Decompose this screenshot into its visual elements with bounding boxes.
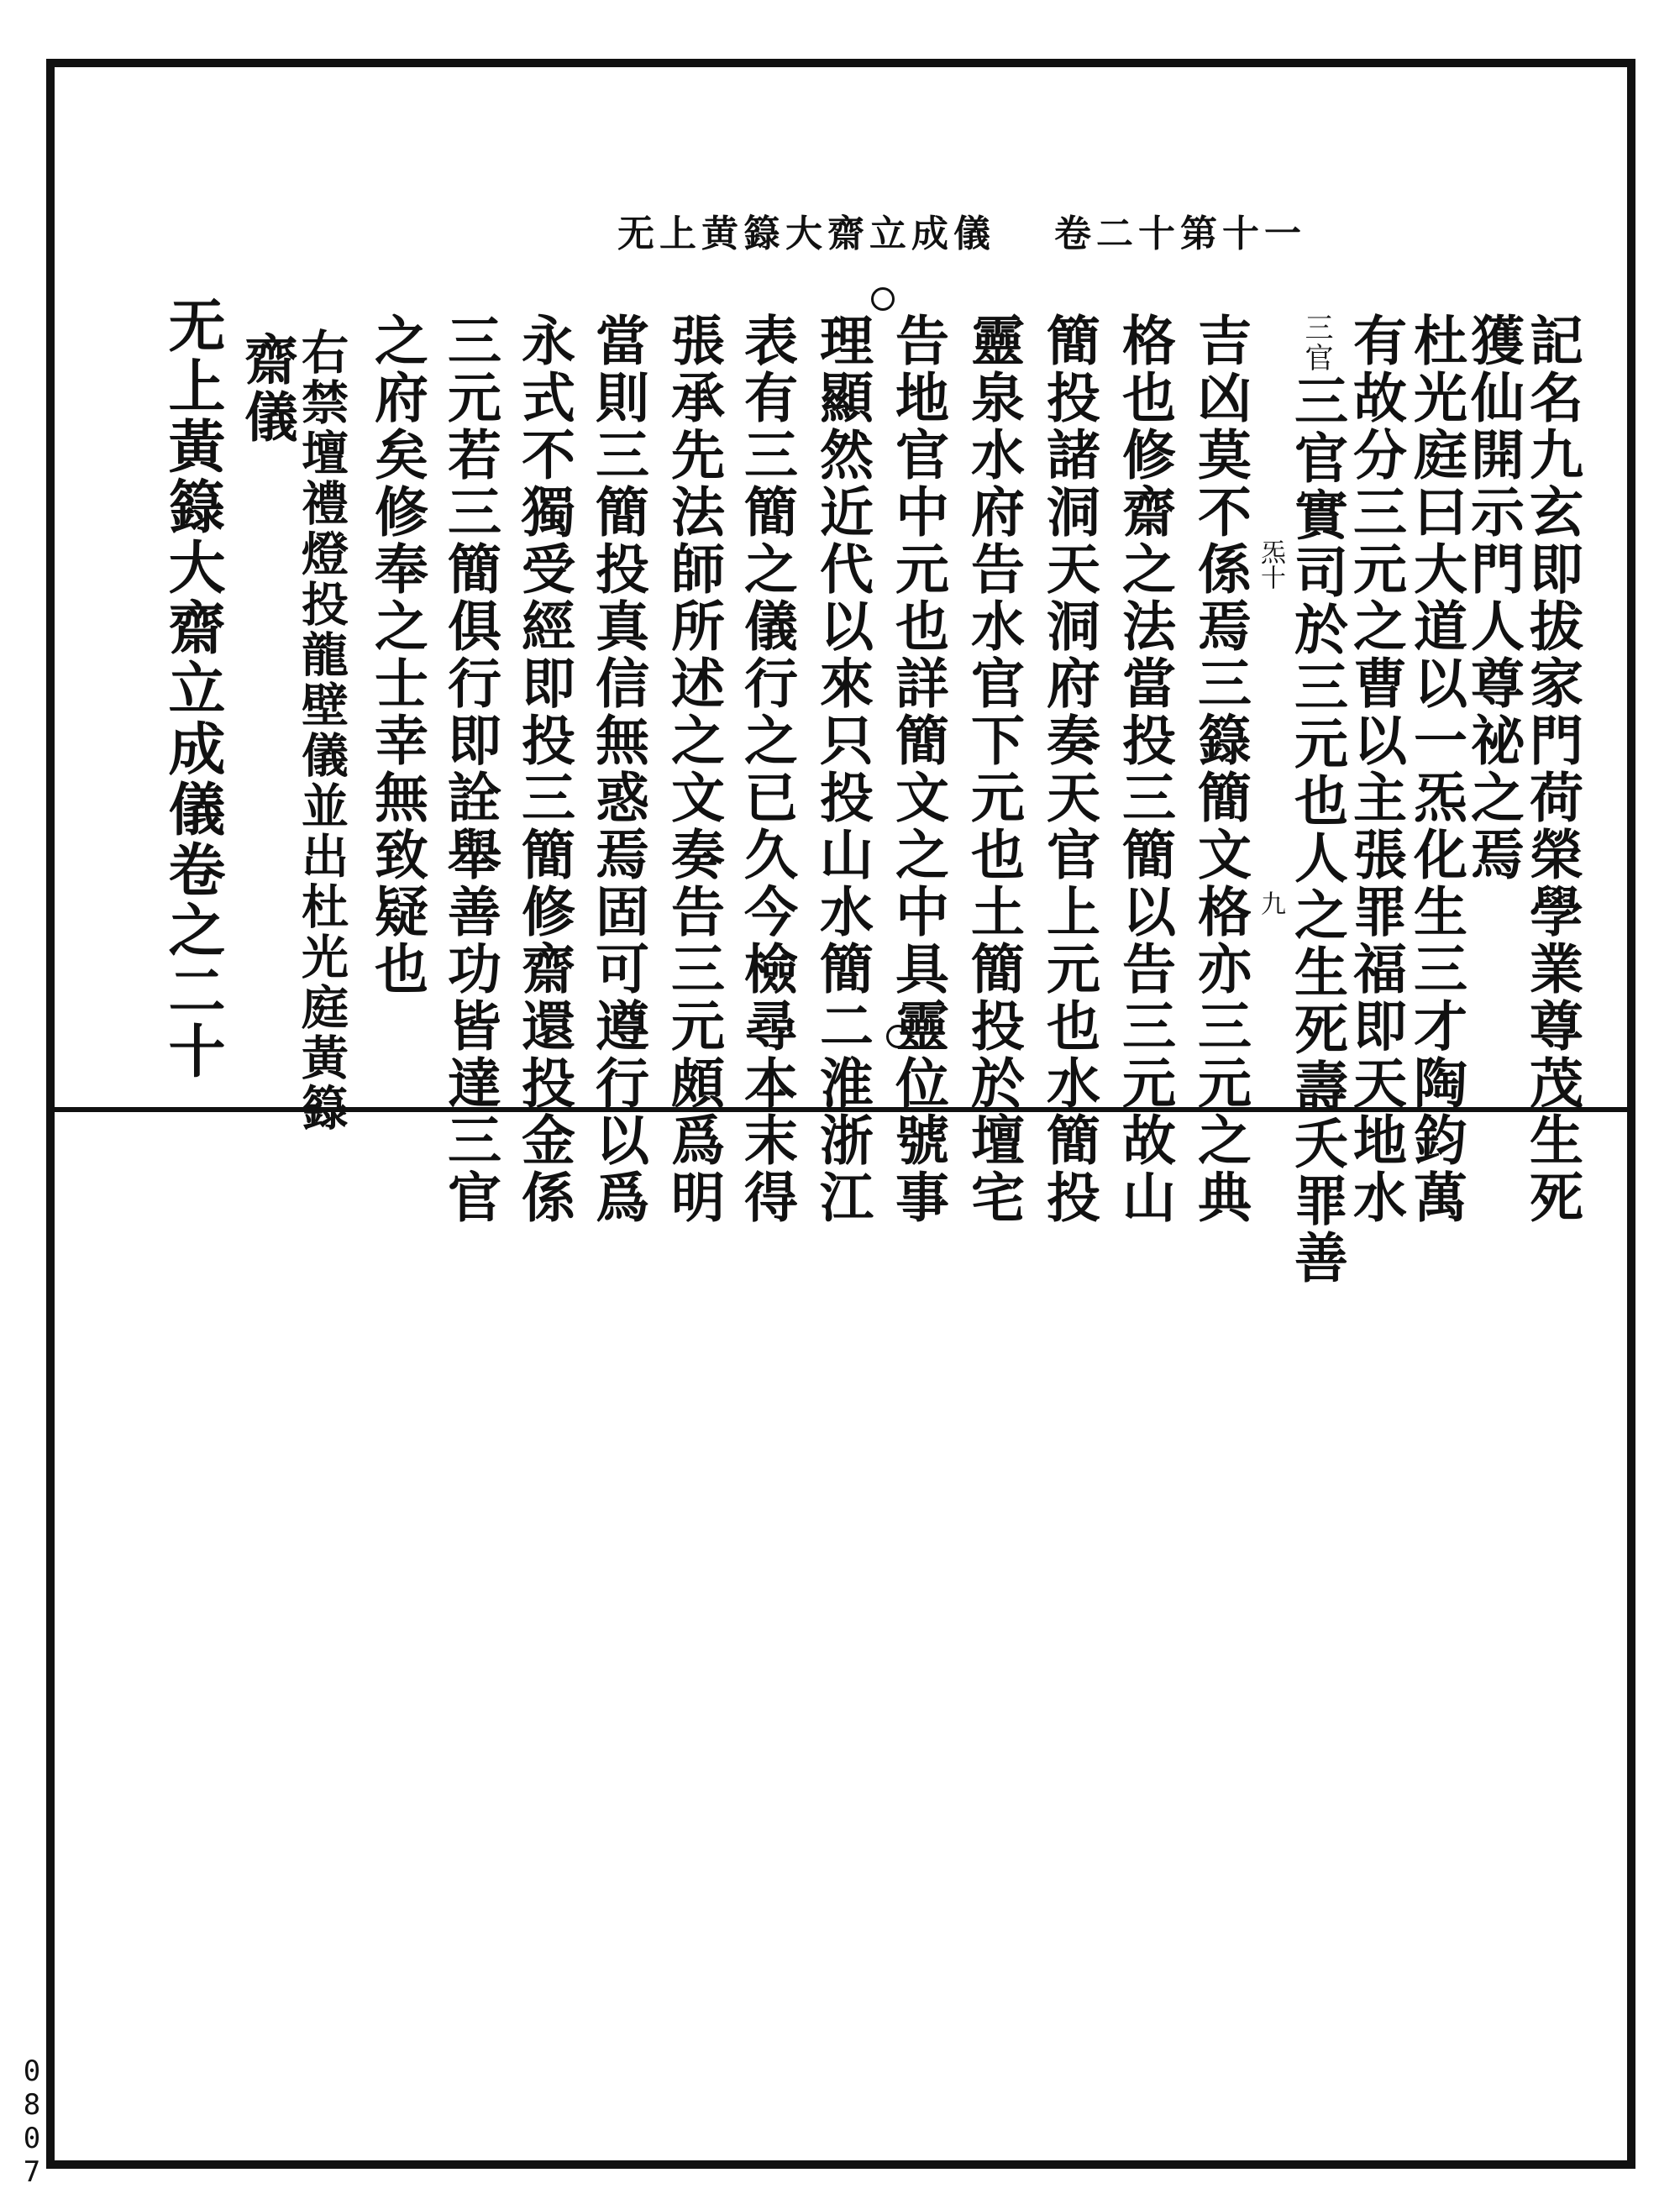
text-column-19: 齋儀 xyxy=(235,332,298,446)
text-column-1: 記名九玄即拔家門荷榮學業尊茂生死 xyxy=(1520,312,1583,1226)
text-column-14: 當則三簡投真信無惑焉固可遵行以爲 xyxy=(586,312,649,1226)
text-column-17: 之府矣修奉之士幸無致疑也 xyxy=(365,312,428,998)
circle-mark xyxy=(871,287,895,311)
volume-colophon: 无上黃籙大齋立成儀卷之二十 xyxy=(159,296,226,1082)
circle-mark xyxy=(886,1025,910,1048)
running-header xyxy=(617,205,1306,255)
text-column-13: 張承先法師所述之文奏告三元頗爲明 xyxy=(662,312,725,1226)
text-column-12: 表有三簡之儀行之已久今檢尋本末得 xyxy=(735,312,798,1226)
column-5-body: 三官實司於三元也人之生死壽夭罪善 xyxy=(1285,373,1348,1287)
text-column-16: 三元若三簡俱行即詮舉善功皆達三官 xyxy=(438,312,501,1226)
text-column-8: 簡投諸洞天洞府奏天官上元也水簡投 xyxy=(1037,312,1100,1226)
text-column-18: 右禁壇禮燈投龍壁儀並出杜光庭黃籙 xyxy=(294,328,349,1134)
text-column-3: 杜光庭曰大道以一炁化生三才陶鈞萬 xyxy=(1404,312,1467,1226)
text-column-6: 吉凶莫不係焉三籙簡文格亦三元之典 xyxy=(1189,312,1252,1226)
header-volume: 卷二十第十一 xyxy=(1054,213,1306,255)
column-5-lead: 三官 xyxy=(1299,312,1333,373)
page-number: 0807 xyxy=(23,2055,41,2189)
text-column-4: 有故分三元之曹以主張罪福即天地水 xyxy=(1344,312,1407,1226)
text-column-15: 永式不獨受經即投三簡修齋還投金係 xyxy=(512,312,575,1226)
text-column-11: 理顯然近代以來只投山水簡二淮浙江 xyxy=(811,312,874,1226)
text-column-10: 告地官中元也詳簡文之中具靈位號事 xyxy=(886,312,949,1226)
header-book-title: 无上黄籙大齋立成儀 xyxy=(617,213,995,255)
text-column-5 xyxy=(1285,312,1348,1287)
text-column-2: 獲仙開示門人尊祕之焉 xyxy=(1462,312,1525,884)
margin-note-10: 炁十 xyxy=(1256,539,1285,590)
margin-note-9: 九 xyxy=(1256,890,1285,916)
text-column-9: 靈泉水府告水官下元也土簡投於壇宅 xyxy=(962,312,1025,1226)
text-column-7: 格也修齋之法當投三簡以告三元故山 xyxy=(1113,312,1176,1226)
